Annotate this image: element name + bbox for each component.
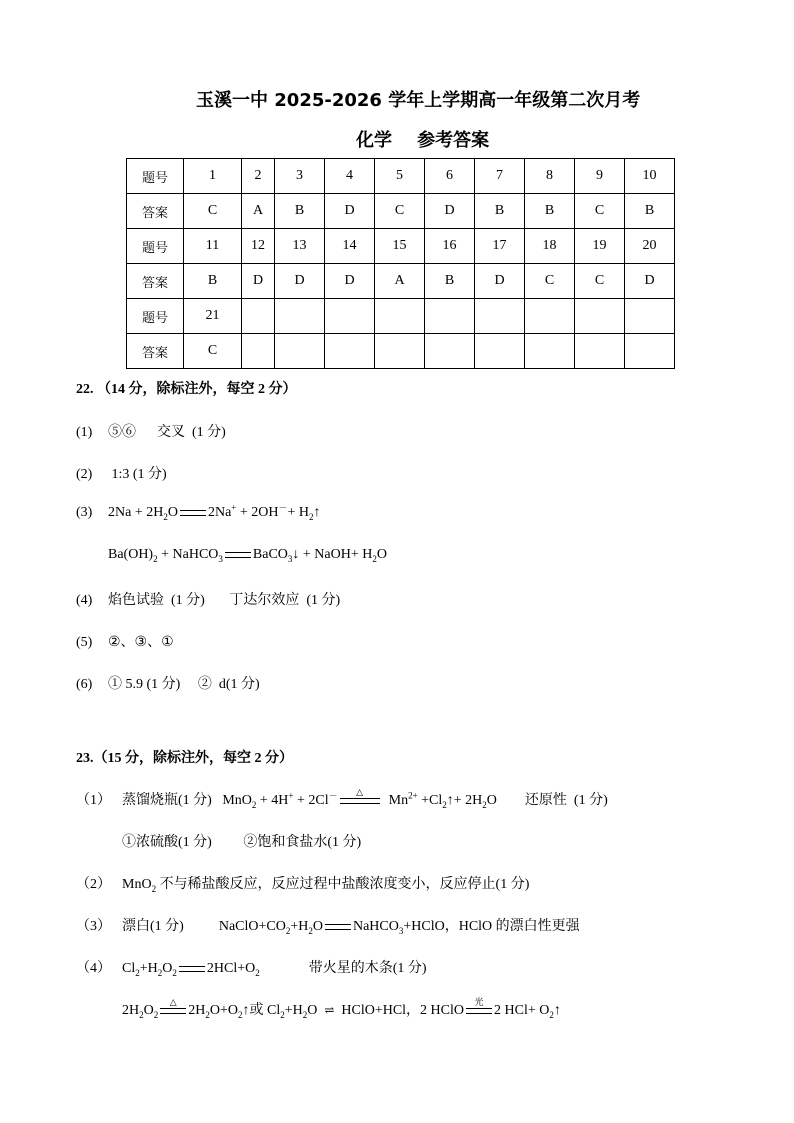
table-cell: 12 <box>242 229 275 264</box>
table-cell: D <box>325 264 375 299</box>
table-cell <box>475 334 525 369</box>
page-subtitle: 化学 参考答案 <box>356 130 490 151</box>
q22-part4: (4) 焰色试验 (1 分) 丁达尔效应 (1 分) <box>76 593 341 608</box>
table-cell <box>625 299 675 334</box>
q23-part4: （4） $Cl_2+H_2O_2$ $2HCl+O_2$ 带火星的木条(1 分) <box>76 961 427 978</box>
row-label: 答案 <box>127 194 184 229</box>
table-cell <box>425 334 475 369</box>
row-label: 答案 <box>127 264 184 299</box>
table-cell: 8 <box>525 159 575 194</box>
table-cell: A <box>375 264 425 299</box>
light-condition: 光 <box>474 996 484 1007</box>
table-cell <box>575 334 625 369</box>
table-cell: 14 <box>325 229 375 264</box>
table-cell <box>625 334 675 369</box>
q23-part3: （3） 漂白(1 分) $NaClO+CO_2+H_2O$ NaHCO$_3$+HClO，HClO 的漂白性更强 <box>76 919 580 936</box>
table-cell: 6 <box>425 159 475 194</box>
table-cell: 2 <box>242 159 275 194</box>
table-cell: 20 <box>625 229 675 264</box>
table-cell: B <box>275 194 325 229</box>
q22-part3-eq2: $Ba(OH)_2$ + NaHCO$_3$ BaCO$_3$↓ + NaOH+ $H_2O$ <box>108 547 387 564</box>
table-cell: 17 <box>475 229 525 264</box>
table-cell: D <box>275 264 325 299</box>
table-row <box>127 334 675 369</box>
table-cell <box>242 334 275 369</box>
table-cell: D <box>325 194 375 229</box>
table-cell: C <box>184 334 242 369</box>
table-cell: 4 <box>325 159 375 194</box>
table-cell <box>475 299 525 334</box>
table-row <box>127 229 675 264</box>
table-cell: C <box>375 194 425 229</box>
table-row <box>127 159 675 194</box>
q23-part1: （1） 蒸馏烧瓶(1 分) MnO$_2$ + 4H+ + 2Cl－ △ $Mn^{2+}$ $+Cl_2↑+ 2H_2O$ 还原性 (1 分) <box>76 786 608 810</box>
table-cell: 21 <box>184 299 242 334</box>
table-cell: 3 <box>275 159 325 194</box>
table-cell: D <box>625 264 675 299</box>
table-cell: 9 <box>575 159 625 194</box>
table-cell: C <box>525 264 575 299</box>
row-label: 题号 <box>127 229 184 264</box>
table-cell: 16 <box>425 229 475 264</box>
q23-part4-line2: $2H_2O_2$ △ $2H_2O+O_2↑$或 $Cl_2+H_2O$ ⇌ HClO+HCl，2 HClO 光 2 $HCl+ O_2↑$ <box>122 996 561 1020</box>
table-cell: 13 <box>275 229 325 264</box>
table-cell <box>525 334 575 369</box>
q22-part1: (1) ⑤⑥ 交叉 (1 分) <box>76 425 226 440</box>
table-cell <box>375 334 425 369</box>
table-cell: C <box>575 194 625 229</box>
table-cell <box>375 299 425 334</box>
table-cell: D <box>242 264 275 299</box>
table-cell <box>575 299 625 334</box>
answer-table <box>126 158 675 369</box>
table-cell <box>242 299 275 334</box>
q23-part2: （2） MnO$_2$ 不与稀盐酸反应，反应过程中盐酸浓度变小，反应停止(1 分) <box>76 877 530 894</box>
table-cell <box>525 299 575 334</box>
table-cell <box>275 299 325 334</box>
q23-header: 23.（15 分，除标注外，每空 2 分） <box>76 751 293 766</box>
table-cell: B <box>184 264 242 299</box>
table-cell: C <box>575 264 625 299</box>
table-cell: 19 <box>575 229 625 264</box>
table-cell: B <box>475 194 525 229</box>
row-label: 题号 <box>127 159 184 194</box>
table-cell: C <box>184 194 242 229</box>
table-row <box>127 264 675 299</box>
q22-part3-eq1: (3) $2Na + 2H_2O$ $2Na^+ + 2OH^-+ H_2↑$ <box>76 502 321 522</box>
table-cell: D <box>425 194 475 229</box>
table-cell: 11 <box>184 229 242 264</box>
table-cell: 7 <box>475 159 525 194</box>
q23-part1-line2: ①浓硫酸(1 分) ②饱和食盐水(1 分) <box>122 835 362 850</box>
table-cell: B <box>625 194 675 229</box>
heat-condition: △ <box>356 786 364 797</box>
q22-part6: (6) ① 5.9 (1 分) ② d(1 分) <box>76 677 260 692</box>
table-row <box>127 299 675 334</box>
row-label: 题号 <box>127 299 184 334</box>
table-cell: A <box>242 194 275 229</box>
table-cell: D <box>475 264 525 299</box>
page-title: 玉溪一中 2025-2026 学年上学期高一年级第二次月考 <box>196 90 641 111</box>
table-cell <box>275 334 325 369</box>
table-cell: 10 <box>625 159 675 194</box>
table-row <box>127 194 675 229</box>
table-cell: 5 <box>375 159 425 194</box>
table-cell: B <box>425 264 475 299</box>
heat-condition: △ <box>169 996 177 1007</box>
q22-header: 22. （14 分，除标注外，每空 2 分） <box>76 382 297 397</box>
table-cell <box>425 299 475 334</box>
q22-part2: (2) 1:3 (1 分) <box>76 467 167 482</box>
reversible-arrow-icon: ⇌ <box>324 1003 335 1018</box>
table-cell: 1 <box>184 159 242 194</box>
table-cell: 18 <box>525 229 575 264</box>
table-cell <box>325 334 375 369</box>
table-cell: B <box>525 194 575 229</box>
table-cell: 15 <box>375 229 425 264</box>
row-label: 答案 <box>127 334 184 369</box>
q22-part5: (5) ②、③、① <box>76 635 174 650</box>
table-cell <box>325 299 375 334</box>
